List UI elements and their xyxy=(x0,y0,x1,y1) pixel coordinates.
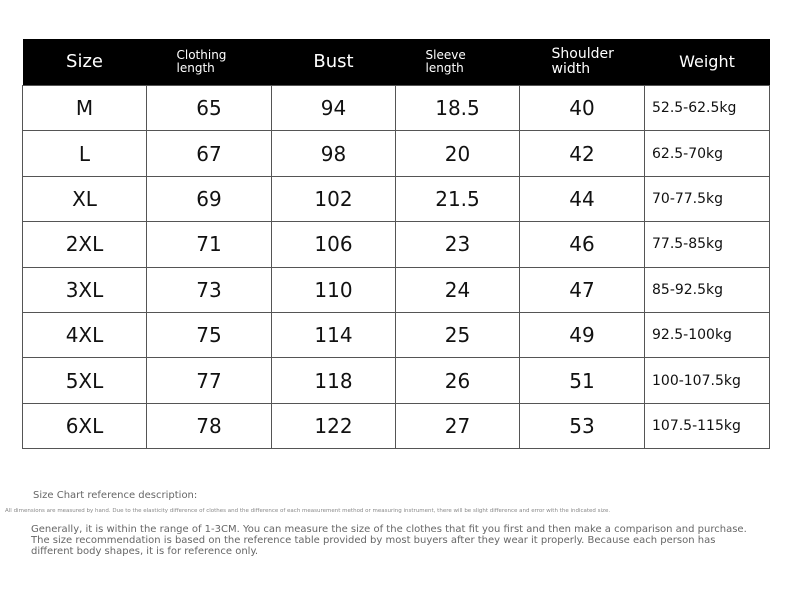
cell-sleeve-length: 25 xyxy=(396,312,520,357)
description-body: Generally, it is within the range of 1-3CM. You can measure the size of the clothes that fit you first and then make a comparison and purchase. The size recommendation is based on the reference table provided by most buyers after they wear it properly. Because each person has different body shapes, it is for reference only. xyxy=(31,524,747,557)
cell-size: 4XL xyxy=(23,312,147,357)
cell-bust: 106 xyxy=(272,222,396,267)
cell-bust: 114 xyxy=(272,312,396,357)
table-row xyxy=(23,222,770,267)
cell-sleeve-length: 18.5 xyxy=(396,86,520,131)
cell-shoulder-width: 40 xyxy=(520,86,645,131)
cell-sleeve-length: 24 xyxy=(396,267,520,312)
header-weight: Weight xyxy=(645,39,770,86)
header-size: Size xyxy=(23,39,147,86)
cell-bust: 98 xyxy=(272,131,396,176)
cell-weight: 92.5-100kg xyxy=(645,312,770,357)
cell-size: 2XL xyxy=(23,222,147,267)
cell-shoulder-width: 47 xyxy=(520,267,645,312)
cell-weight: 77.5-85kg xyxy=(645,222,770,267)
description-fine-print: All dimensions are measured by hand. Due to the elasticity difference of clothes and the difference of each measurement method or measuring instrument, there will be slight difference and error with the indicated size. xyxy=(5,508,611,514)
cell-size: M xyxy=(23,86,147,131)
table-row xyxy=(23,131,770,176)
table-row xyxy=(23,86,770,131)
table-row xyxy=(23,267,770,312)
cell-clothing-length: 65 xyxy=(147,86,272,131)
table-row xyxy=(23,403,770,448)
cell-weight: 85-92.5kg xyxy=(645,267,770,312)
size-chart-table xyxy=(22,39,770,449)
cell-bust: 122 xyxy=(272,403,396,448)
cell-clothing-length: 78 xyxy=(147,403,272,448)
header-shoulder-width: Shoulder width xyxy=(520,39,645,86)
description-title: Size Chart reference description: xyxy=(33,490,198,501)
cell-clothing-length: 75 xyxy=(147,312,272,357)
cell-bust: 102 xyxy=(272,176,396,221)
cell-sleeve-length: 23 xyxy=(396,222,520,267)
cell-sleeve-length: 27 xyxy=(396,403,520,448)
cell-size: XL xyxy=(23,176,147,221)
cell-shoulder-width: 42 xyxy=(520,131,645,176)
cell-size: 5XL xyxy=(23,358,147,403)
table-row xyxy=(23,176,770,221)
cell-shoulder-width: 44 xyxy=(520,176,645,221)
cell-weight: 62.5-70kg xyxy=(645,131,770,176)
cell-shoulder-width: 51 xyxy=(520,358,645,403)
cell-bust: 118 xyxy=(272,358,396,403)
header-sleeve-length: Sleeve length xyxy=(396,39,520,86)
cell-sleeve-length: 26 xyxy=(396,358,520,403)
cell-clothing-length: 71 xyxy=(147,222,272,267)
cell-bust: 94 xyxy=(272,86,396,131)
cell-weight: 107.5-115kg xyxy=(645,403,770,448)
header-bust: Bust xyxy=(272,39,396,86)
header-clothing-length: Clothing length xyxy=(147,39,272,86)
cell-sleeve-length: 20 xyxy=(396,131,520,176)
cell-shoulder-width: 53 xyxy=(520,403,645,448)
cell-clothing-length: 67 xyxy=(147,131,272,176)
table-row xyxy=(23,312,770,357)
cell-weight: 100-107.5kg xyxy=(645,358,770,403)
table-row xyxy=(23,358,770,403)
cell-clothing-length: 73 xyxy=(147,267,272,312)
cell-clothing-length: 69 xyxy=(147,176,272,221)
cell-sleeve-length: 21.5 xyxy=(396,176,520,221)
cell-shoulder-width: 49 xyxy=(520,312,645,357)
cell-size: 3XL xyxy=(23,267,147,312)
cell-weight: 70-77.5kg xyxy=(645,176,770,221)
cell-clothing-length: 77 xyxy=(147,358,272,403)
cell-size: 6XL xyxy=(23,403,147,448)
cell-shoulder-width: 46 xyxy=(520,222,645,267)
table-header-row xyxy=(23,39,770,86)
cell-size: L xyxy=(23,131,147,176)
cell-bust: 110 xyxy=(272,267,396,312)
cell-weight: 52.5-62.5kg xyxy=(645,86,770,131)
